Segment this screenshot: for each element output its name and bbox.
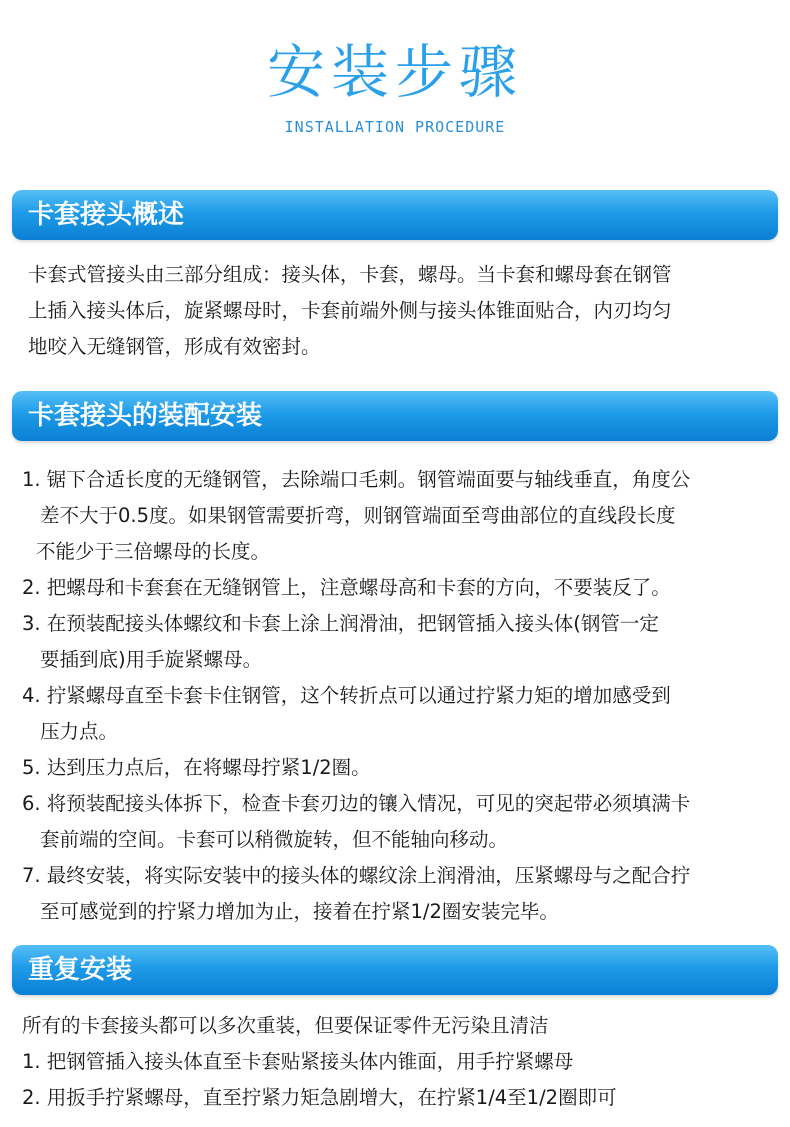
step-line: 7. 最终安装，将实际安装中的接头体的螺纹涂上润滑油，压紧螺母与之配合拧: [22, 864, 691, 887]
text-line: 所有的卡套接头都可以多次重装，但要保证零件无污染且清洁: [22, 1014, 549, 1037]
section-heading: 重复安装: [28, 955, 133, 985]
step-line: 至可感觉到的拧紧力增加为止，接着在拧紧1/2圈安装完毕。: [40, 900, 559, 923]
step-line: 要插到底)用手旋紧螺母。: [40, 648, 263, 671]
section-heading: 卡套接头概述: [28, 200, 185, 230]
section-header-overview: [12, 190, 778, 240]
step-line: 套前端的空间。卡套可以稍微旋转，但不能轴向移动。: [40, 828, 509, 851]
step-line: 差不大于0.5度。如果钢管需要折弯，则钢管端面至弯曲部位的直线段长度: [40, 504, 676, 527]
assembly-steps: [22, 462, 764, 930]
page-title: 安装步骤: [266, 38, 523, 106]
text-line: 卡套式管接头由三部分组成：接头体，卡套，螺母。当卡套和螺母套在钢管: [28, 263, 672, 286]
step-line: 3. 在预装配接头体螺纹和卡套上涂上润滑油，把钢管插入接头体(钢管一定: [22, 612, 659, 635]
section-header-reinstall: [12, 945, 778, 995]
step-line: 6. 将预装配接头体拆下，检查卡套刃边的镶入情况，可见的突起带必须填满卡: [22, 792, 691, 815]
step-line: 1. 锯下合适长度的无缝钢管，去除端口毛刺。钢管端面要与轴线垂直，角度公: [22, 468, 691, 491]
step-line: 1. 把钢管插入接头体直至卡套贴紧接头体内锥面，用手拧紧螺母: [22, 1050, 574, 1073]
text-line: 上插入接头体后，旋紧螺母时，卡套前端外侧与接头体锥面贴合，内刃均匀: [28, 299, 672, 322]
overview-paragraph: [28, 257, 770, 365]
step-line: 2. 把螺母和卡套套在无缝钢管上，注意螺母高和卡套的方向，不要装反了。: [22, 576, 671, 599]
step-line: 2. 用扳手拧紧螺母，直至拧紧力矩急剧增大，在拧紧1/4至1/2圈即可: [22, 1086, 617, 1109]
page-subtitle: INSTALLATION PROCEDURE: [284, 118, 506, 136]
step-line: 4. 拧紧螺母直至卡套卡住钢管，这个转折点可以通过拧紧力矩的增加感受到: [22, 684, 671, 707]
section-heading: 卡套接头的装配安装: [28, 401, 263, 431]
step-line: 不能少于三倍螺母的长度。: [36, 540, 271, 563]
reinstall-paragraph: [22, 1008, 764, 1116]
step-line: 压力点。: [40, 720, 119, 743]
text-line: 地咬入无缝钢管，形成有效密封。: [28, 335, 321, 358]
section-header-assembly: [12, 391, 778, 441]
step-line: 5. 达到压力点后，在将螺母拧紧1/2圈。: [22, 756, 371, 779]
